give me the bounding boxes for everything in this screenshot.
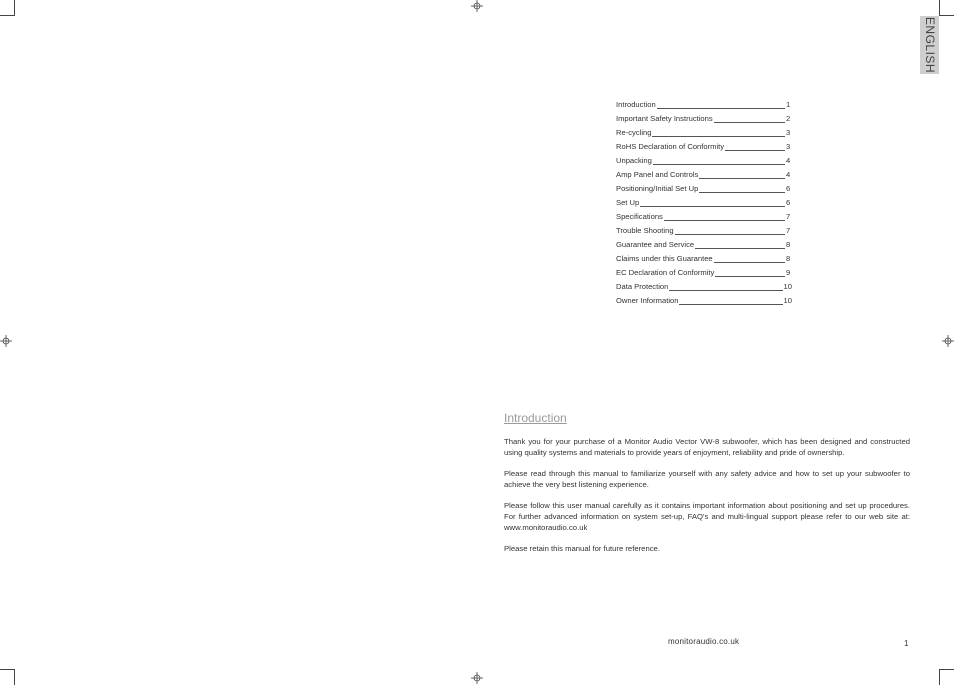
- toc-leader: [699, 186, 785, 193]
- footer-website: monitoraudio.co.uk: [668, 637, 740, 646]
- toc-entry-page: 9: [786, 268, 791, 278]
- crop-mark: [940, 669, 954, 670]
- toc-entry-label: Positioning/Initial Set Up: [616, 184, 699, 194]
- crop-mark: [0, 669, 14, 670]
- toc-entry-label: Important Safety Instructions: [616, 114, 713, 124]
- toc-leader: [657, 102, 785, 109]
- language-tab: [920, 16, 939, 74]
- toc-entry: [616, 109, 792, 123]
- crop-mark: [939, 669, 940, 685]
- toc-entry-page: 10: [783, 282, 792, 292]
- toc-entry-page: 3: [786, 128, 791, 138]
- toc-entry-page: 4: [786, 170, 791, 180]
- toc-entry: [616, 249, 792, 263]
- toc-leader: [653, 158, 785, 165]
- registration-mark-icon: [471, 0, 483, 12]
- registration-mark-icon: [942, 335, 954, 347]
- section-title: Introduction: [504, 411, 567, 425]
- toc-leader: [664, 214, 785, 221]
- intro-paragraph: Please follow this user manual carefully as it contains important information about positioning and set up procedures. For further advanced information on system set-up, FAQ's and multi-lingual support please refer to our web site at: www.monitoraudio.co.uk: [504, 501, 910, 532]
- toc-entry: [616, 193, 792, 207]
- toc-leader: [695, 242, 785, 249]
- toc-entry-label: Re-cycling: [616, 128, 652, 138]
- toc-entry-page: 6: [786, 198, 791, 208]
- toc-entry-label: Trouble Shooting: [616, 226, 674, 236]
- toc-entry-page: 7: [786, 212, 791, 222]
- toc-leader: [699, 172, 785, 179]
- page-number: 1: [904, 639, 909, 648]
- toc-entry-page: 10: [783, 296, 792, 306]
- toc-entry-page: 8: [786, 254, 791, 264]
- toc-leader: [669, 284, 782, 291]
- toc-leader: [652, 130, 785, 137]
- toc-entry-label: Introduction: [616, 100, 656, 110]
- toc-entry: [616, 221, 792, 235]
- crop-mark: [940, 15, 954, 16]
- toc-leader: [714, 256, 785, 263]
- toc-entry-page: 8: [786, 240, 791, 250]
- crop-mark: [14, 669, 15, 685]
- toc-entry-page: 4: [786, 156, 791, 166]
- toc-entry: [616, 123, 792, 137]
- toc-entry: [616, 235, 792, 249]
- table-of-contents: [616, 95, 792, 305]
- registration-mark-icon: [471, 672, 483, 684]
- crop-mark: [0, 15, 14, 16]
- toc-entry: [616, 137, 792, 151]
- toc-entry-page: 1: [786, 100, 791, 110]
- toc-entry: [616, 165, 792, 179]
- toc-leader: [725, 144, 785, 151]
- toc-entry-page: 7: [786, 226, 791, 236]
- toc-entry-label: Claims under this Guarantee: [616, 254, 713, 264]
- toc-leader: [714, 116, 785, 123]
- toc-entry-label: Set Up: [616, 198, 640, 208]
- toc-entry-label: Amp Panel and Controls: [616, 170, 699, 180]
- toc-entry-label: EC Declaration of Conformity: [616, 268, 715, 278]
- toc-entry-label: Unpacking: [616, 156, 652, 166]
- toc-leader: [679, 298, 782, 305]
- toc-entry: [616, 277, 792, 291]
- toc-entry-page: 3: [786, 142, 791, 152]
- toc-entry-label: Specifications: [616, 212, 663, 222]
- toc-entry: [616, 263, 792, 277]
- language-tab-label: ENGLISH: [922, 16, 937, 74]
- toc-entry-page: 6: [786, 184, 791, 194]
- intro-paragraph: Please read through this manual to familiarize yourself with any safety advice and how to set up your subwoofer to achieve the very best listening experience.: [504, 469, 910, 489]
- crop-mark: [939, 0, 940, 16]
- toc-entry-page: 2: [786, 114, 791, 124]
- toc-entry: [616, 291, 792, 305]
- toc-leader: [675, 228, 785, 235]
- intro-paragraph: Thank you for your purchase of a Monitor Audio Vector VW-8 subwoofer, which has been designed and constructed using quality systems and materials to provide years of enjoyment, reliability and pride of ownership.: [504, 437, 910, 457]
- toc-entry-label: Guarantee and Service: [616, 240, 695, 250]
- intro-paragraph: Please retain this manual for future reference.: [504, 544, 660, 553]
- toc-entry: [616, 95, 792, 109]
- toc-entry-label: RoHS Declaration of Conformity: [616, 142, 725, 152]
- toc-entry-label: Owner Information: [616, 296, 679, 306]
- toc-leader: [715, 270, 785, 277]
- toc-leader: [640, 200, 785, 207]
- toc-entry: [616, 151, 792, 165]
- crop-mark: [14, 0, 15, 16]
- toc-entry: [616, 207, 792, 221]
- registration-mark-icon: [0, 335, 12, 347]
- intro-body: [504, 436, 910, 564]
- toc-entry: [616, 179, 792, 193]
- toc-entry-label: Data Protection: [616, 282, 669, 292]
